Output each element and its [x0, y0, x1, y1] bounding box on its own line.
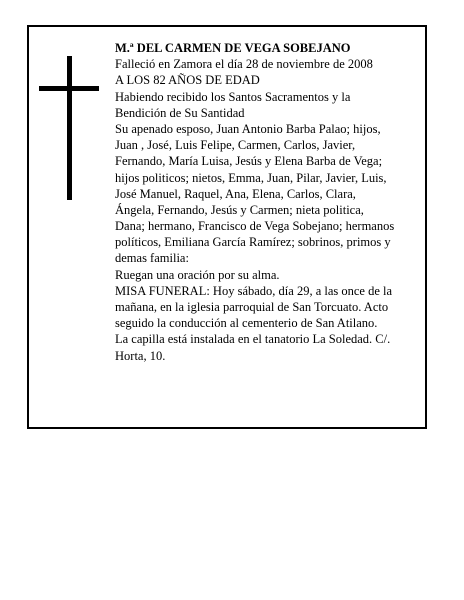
notice-line: Juan , José, Luis Felipe, Carmen, Carlos, Javier,: [115, 138, 356, 153]
notice-line: Dana; hermano, Francisco de Vega Sobejano; hermanos: [115, 219, 395, 234]
notice-line: La capilla está instalada en el tanatorio La Soledad. C/.: [115, 332, 391, 347]
notice-line: A LOS 82 AÑOS DE EDAD: [115, 73, 260, 88]
notice-line: Fernando, María Luisa, Jesús y Elena Barba de Vega;: [115, 154, 383, 169]
notice-line: seguido la conducción al cementerio de San Atilano.: [115, 316, 378, 331]
notice-line: José Manuel, Raquel, Ana, Elena, Carlos, Clara,: [115, 186, 356, 201]
notice-line: Ruegan una oración por su alma.: [115, 267, 280, 282]
notice-line: Su apenado esposo, Juan Antonio Barba Palao; hijos,: [115, 121, 381, 136]
notice-line: Ángela, Fernando, Jesús y Carmen; nieta politica,: [115, 202, 364, 217]
cross-horizontal-bar: [39, 86, 99, 91]
notice-line: demas familia:: [115, 251, 189, 266]
notice-line: Horta, 10.: [115, 348, 166, 363]
deceased-name: M.ª DEL CARMEN DE VEGA SOBEJANO: [115, 41, 351, 55]
cross-vertical-bar: [67, 56, 72, 200]
obituary-notice: [27, 25, 427, 429]
notice-line: Habiendo recibido los Santos Sacramentos y la: [115, 89, 351, 104]
notice-line: mañana, en la iglesia parroquial de San Torcuato. Acto: [115, 300, 389, 314]
notice-line: MISA FUNERAL: Hoy sábado, día 29, a las once de la: [115, 283, 393, 298]
notice-line: hijos politicos; nietos, Emma, Juan, Pilar, Javier, Luis,: [115, 170, 387, 185]
notice-line: Falleció en Zamora el día 28 de noviembre de 2008: [115, 57, 373, 72]
notice-line: Bendición de Su Santidad: [115, 105, 245, 120]
cross-icon: [39, 56, 99, 200]
notice-line: políticos, Emiliana García Ramírez; sobrinos, primos y: [115, 235, 391, 250]
notice-text: [115, 40, 425, 364]
